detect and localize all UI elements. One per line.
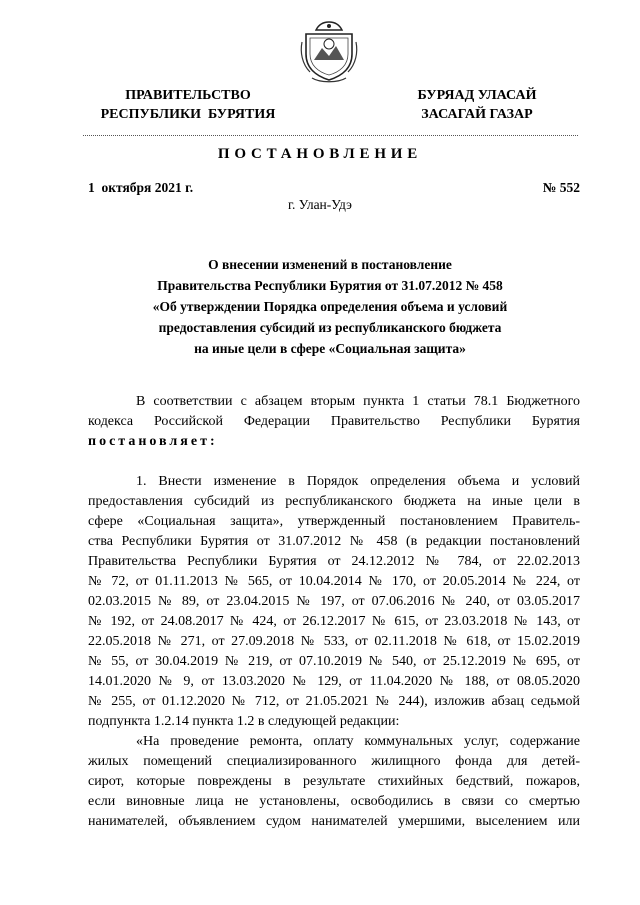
- paragraph-line: Правительства Республики Бурятия от 24.12.2012 № 784, от 22.02.2013: [88, 554, 580, 569]
- preamble-line: В соответствии с абзацем вторым пункта 1 статьи 78.1 Бюджетного: [136, 394, 580, 409]
- paragraph-line: № 255, от 01.12.2020 № 712, от 21.05.2021 № 244), изложив абзац седьмой: [88, 694, 580, 709]
- paragraph-line: если виновные лица не установлены, освободились в связи со смертью: [88, 794, 580, 809]
- paragraph-2: [88, 732, 580, 832]
- document-city: г. Улан-Удэ: [288, 197, 352, 212]
- subject-line: на иные цели в сфере «Социальная защита»: [194, 341, 466, 356]
- subject-line: предоставления субсидий из республиканского бюджета: [158, 320, 502, 335]
- paragraph-line: сирот, которые повреждены в результате стихийных бедствий, пожаров,: [88, 774, 580, 789]
- document-type: ПОСТАНОВЛЕНИЕ: [217, 146, 423, 162]
- subject-line: Правительства Республики Бурятия от 31.07.2012 № 458: [157, 278, 503, 293]
- preamble: [88, 392, 580, 452]
- subject-line: «Об утверждении Порядка определения объема и условий: [152, 299, 508, 314]
- paragraph-line: жилых помещений специализированного жилищного фонда для детей-: [88, 754, 580, 769]
- paragraph-1: [88, 472, 580, 732]
- paragraph-line: 1. Внести изменение в Порядок определения объема и условий: [136, 474, 580, 489]
- paragraph-line: «На проведение ремонта, оплату коммунальных услуг, содержание: [136, 734, 580, 749]
- paragraph-line: 14.01.2020 № 9, от 13.03.2020 № 129, от 11.04.2020 № 188, от 08.05.2020: [88, 674, 580, 689]
- paragraph-line: № 72, от 01.11.2013 № 565, от 10.04.2014 № 170, от 20.05.2014 № 224, от: [88, 574, 580, 589]
- paragraph-line: ства Республики Бурятия от 31.07.2012 № 458 (в редакции постановлений: [88, 534, 580, 549]
- document-number: № 552: [542, 180, 580, 195]
- header-right: [382, 86, 572, 124]
- paragraph-line: подпункта 1.2.14 пункта 1.2 в следующей редакции:: [88, 714, 400, 729]
- header-left-line-2: РЕСПУБЛИКИ БУРЯТИЯ: [100, 107, 276, 122]
- decree-word: постановляет:: [88, 434, 218, 449]
- paragraph-line: 02.03.2015 № 89, от 23.04.2015 № 197, от 07.06.2016 № 240, от 03.05.2017: [88, 594, 580, 609]
- paragraph-line: 22.05.2018 № 271, от 27.09.2018 № 533, от 02.11.2018 № 618, от 15.02.2019: [88, 634, 580, 649]
- paragraph-line: предоставления субсидий из республиканского бюджета на иные цели в: [88, 494, 580, 509]
- paragraph-line: нанимателей, объявлением судом нанимателей умершими, выселением или: [88, 814, 580, 829]
- paragraph-line: сфере «Социальная защита», утвержденный постановлением Правитель-: [88, 514, 580, 529]
- header-right-line-2: ЗАСАГАЙ ГАЗАР: [421, 107, 533, 122]
- paragraph-line: № 192, от 24.08.2017 № 424, от 26.12.2017 № 615, от 23.03.2018 № 143, от: [88, 614, 580, 629]
- document-subject: [95, 254, 565, 359]
- preamble-line: кодекса Российской Федерации Правительство Республики Бурятия: [88, 414, 580, 429]
- header-divider: [83, 135, 578, 136]
- header-left-line-1: ПРАВИТЕЛЬСТВО: [125, 88, 251, 103]
- coat-of-arms-icon: [298, 20, 360, 84]
- subject-line: О внесении изменений в постановление: [208, 257, 452, 272]
- document-date: 1 октября 2021 г.: [88, 180, 194, 195]
- header-right-line-1: БУРЯАД УЛАСАЙ: [417, 88, 537, 103]
- paragraph-line: № 55, от 30.04.2019 № 219, от 07.10.2019 № 540, от 25.12.2019 № 695, от: [88, 654, 580, 669]
- header-left: [88, 86, 288, 124]
